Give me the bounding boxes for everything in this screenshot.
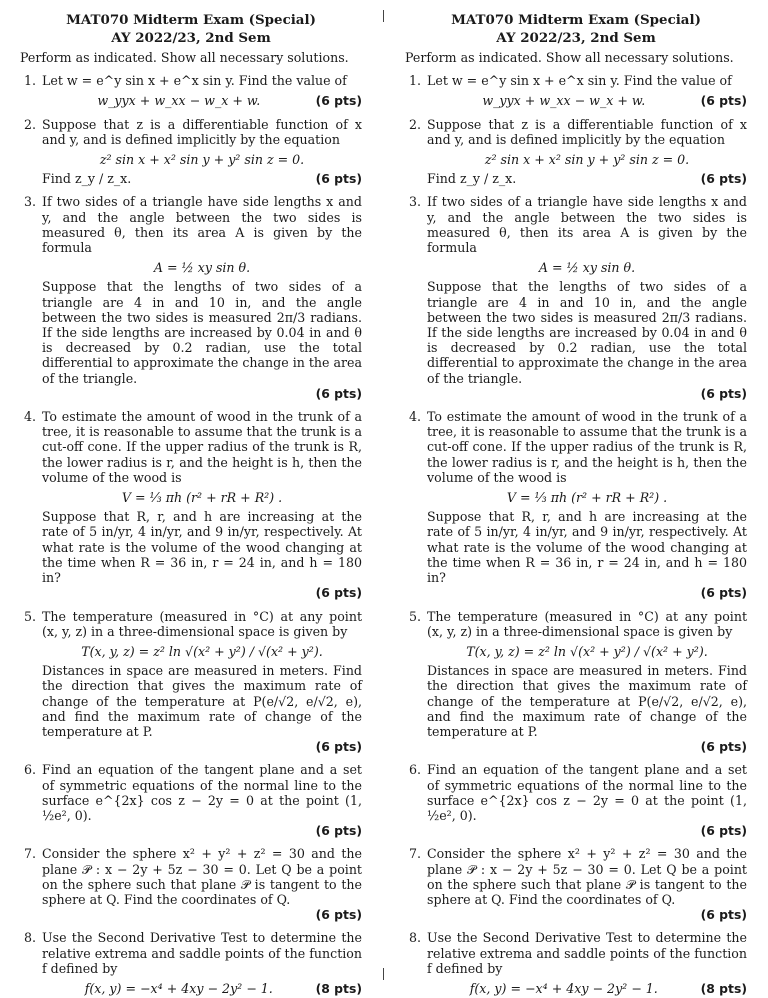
points: (6 pts) (700, 585, 747, 601)
points: (6 pts) (315, 385, 362, 401)
problem-8: 8. Use the Second Derivative Test to determine the relative extrema and saddle points of the function f defined by f(x, y) = −x⁴ + 4xy − 2y² − 1. (8 pts) (24, 930, 362, 996)
equation: V = ⅓ πh (r² + rR + R²) . (121, 490, 283, 506)
exam-term: AY 2022/23, 2nd Sem (111, 30, 271, 46)
exam-instructions: Perform as indicated. Show all necessary solutions. (20, 50, 349, 65)
points: (6 pts) (700, 93, 747, 109)
problem-6: 6. Find an equation of the tangent plane and a set of symmetric equations of the normal line to the surface e^{2x} cos z − 2y = 0 at the point (1, ½e², 0). (6 pts) (24, 762, 362, 839)
problem-1: 1. Let w = e^y sin x + e^x sin y. Find the value of w_yyx + w_xx − w_x + w. (6 pts) (409, 73, 747, 109)
exam-title: MAT070 Midterm Exam (Special) (66, 12, 316, 28)
equation: f(x, y) = −x⁴ + 4xy − 2y² − 1. (469, 980, 658, 996)
exam-title: MAT070 Midterm Exam (Special) (451, 12, 701, 28)
equation: T(x, y, z) = z² ln √(x² + y²) / √(x² + y²). (81, 643, 323, 659)
points: (6 pts) (315, 739, 362, 755)
problem-4: 4. To estimate the amount of wood in the trunk of a tree, it is reasonable to assume that the trunk is a cut-off cone. If the upper radius of the trunk is R, the lower radius is r, and the height is h, then the volume of the wood is V = ⅓ πh (r² + rR + R²) . Suppose that R, r, and h are increasing at the rate of 5 in/yr, 4 in/yr, and 9 in/yr, respectively. At what rate is the volume of the wood changing at the time when R = 36 in, r = 24 in, and h = 180 in? (6 pts) (24, 409, 362, 601)
points: (6 pts) (700, 823, 747, 839)
problem-2: 2. Suppose that z is a differentiable function of x and y, and is defined implicitly by the equation z² sin x + x² sin y + y² sin z = 0. Find z_y / z_x. (6 pts) (24, 116, 362, 187)
exam-copy-left (20, 10, 362, 998)
equation: A = ½ xy sin θ. (153, 260, 251, 276)
problem-3: 3. If two sides of a triangle have side lengths x and y, and the angle between the two sides is measured θ, then its area A is given by the formula A = ½ xy sin θ. Suppose that the lengths of two sides of a triangle are 4 in and 10 in, and the angle between the two sides is measured 2π/3 radians. If the side lengths are increased by 0.04 in and θ is decreased by 0.2 radian, use the total differential to approximate the change in the area of the triangle. (6 pts) (409, 194, 747, 401)
equation: T(x, y, z) = z² ln √(x² + y²) / √(x² + y²). (466, 643, 708, 659)
points: (6 pts) (700, 171, 747, 187)
exam-copy-right (405, 10, 747, 998)
equation: z² sin x + x² sin y + y² sin z = 0. (484, 152, 690, 168)
exam-instructions: Perform as indicated. Show all necessary solutions. (405, 50, 734, 65)
equation: w_yyx + w_xx − w_x + w. (97, 93, 261, 109)
points: (6 pts) (315, 171, 362, 187)
problem-7: 7. Consider the sphere x² + y² + z² = 30 and the plane 𝒫 : x − 2y + 5z − 30 = 0. Let Q be a point on the sphere such that plane 𝒫 is tangent to the sphere at Q. Find the coordinates of Q. (6 pts) (409, 846, 747, 923)
points: (6 pts) (315, 585, 362, 601)
column-divider-top (383, 10, 384, 22)
points: (8 pts) (315, 980, 362, 996)
equation: f(x, y) = −x⁴ + 4xy − 2y² − 1. (84, 980, 273, 996)
column-divider-bottom (383, 968, 384, 980)
points: (6 pts) (315, 907, 362, 923)
points: (6 pts) (700, 739, 747, 755)
problem-3: 3. If two sides of a triangle have side lengths x and y, and the angle between the two sides is measured θ, then its area A is given by the formula A = ½ xy sin θ. Suppose that the lengths of two sides of a triangle are 4 in and 10 in, and the angle between the two sides is measured 2π/3 radians. If the side lengths are increased by 0.04 in and θ is decreased by 0.2 radian, use the total differential to approximate the change in the area of the triangle. (6 pts) (24, 194, 362, 401)
points: (6 pts) (700, 907, 747, 923)
problem-8: 8. Use the Second Derivative Test to determine the relative extrema and saddle points of the function f defined by f(x, y) = −x⁴ + 4xy − 2y² − 1. (8 pts) (409, 930, 747, 996)
problem-4: 4. To estimate the amount of wood in the trunk of a tree, it is reasonable to assume that the trunk is a cut-off cone. If the upper radius of the trunk is R, the lower radius is r, and the height is h, then the volume of the wood is V = ⅓ πh (r² + rR + R²) . Suppose that R, r, and h are increasing at the rate of 5 in/yr, 4 in/yr, and 9 in/yr, respectively. At what rate is the volume of the wood changing at the time when R = 36 in, r = 24 in, and h = 180 in? (6 pts) (409, 409, 747, 601)
equation: z² sin x + x² sin y + y² sin z = 0. (99, 152, 305, 168)
equation: w_yyx + w_xx − w_x + w. (482, 93, 646, 109)
points: (6 pts) (315, 93, 362, 109)
problem-6: 6. Find an equation of the tangent plane and a set of symmetric equations of the normal line to the surface e^{2x} cos z − 2y = 0 at the point (1, ½e², 0). (6 pts) (409, 762, 747, 839)
equation: A = ½ xy sin θ. (538, 260, 636, 276)
points: (8 pts) (700, 980, 747, 996)
problem-7: 7. Consider the sphere x² + y² + z² = 30 and the plane 𝒫 : x − 2y + 5z − 30 = 0. Let Q be a point on the sphere such that plane 𝒫 is tangent to the sphere at Q. Find the coordinates of Q. (6 pts) (24, 846, 362, 923)
problem-5: 5. The temperature (measured in °C) at any point (x, y, z) in a three-dimensional space is given by T(x, y, z) = z² ln √(x² + y²) / √(x² + y²). Distances in space are measured in meters. Find the direction that gives the maximum rate of change of the temperature at P(e/√2, e/√2, e), and find the maximum rate of change of the temperature at P. (6 pts) (409, 608, 747, 755)
points: (6 pts) (315, 823, 362, 839)
problem-5: 5. The temperature (measured in °C) at any point (x, y, z) in a three-dimensional space is given by T(x, y, z) = z² ln √(x² + y²) / √(x² + y²). Distances in space are measured in meters. Find the direction that gives the maximum rate of change of the temperature at P(e/√2, e/√2, e), and find the maximum rate of change of the temperature at P. (6 pts) (24, 608, 362, 755)
equation: V = ⅓ πh (r² + rR + R²) . (506, 490, 668, 506)
exam-term: AY 2022/23, 2nd Sem (496, 30, 656, 46)
points: (6 pts) (700, 385, 747, 401)
problem-1: 1. Let w = e^y sin x + e^x sin y. Find the value of w_yyx + w_xx − w_x + w. (6 pts) (24, 73, 362, 109)
problem-2: 2. Suppose that z is a differentiable function of x and y, and is defined implicitly by the equation z² sin x + x² sin y + y² sin z = 0. Find z_y / z_x. (6 pts) (409, 116, 747, 187)
